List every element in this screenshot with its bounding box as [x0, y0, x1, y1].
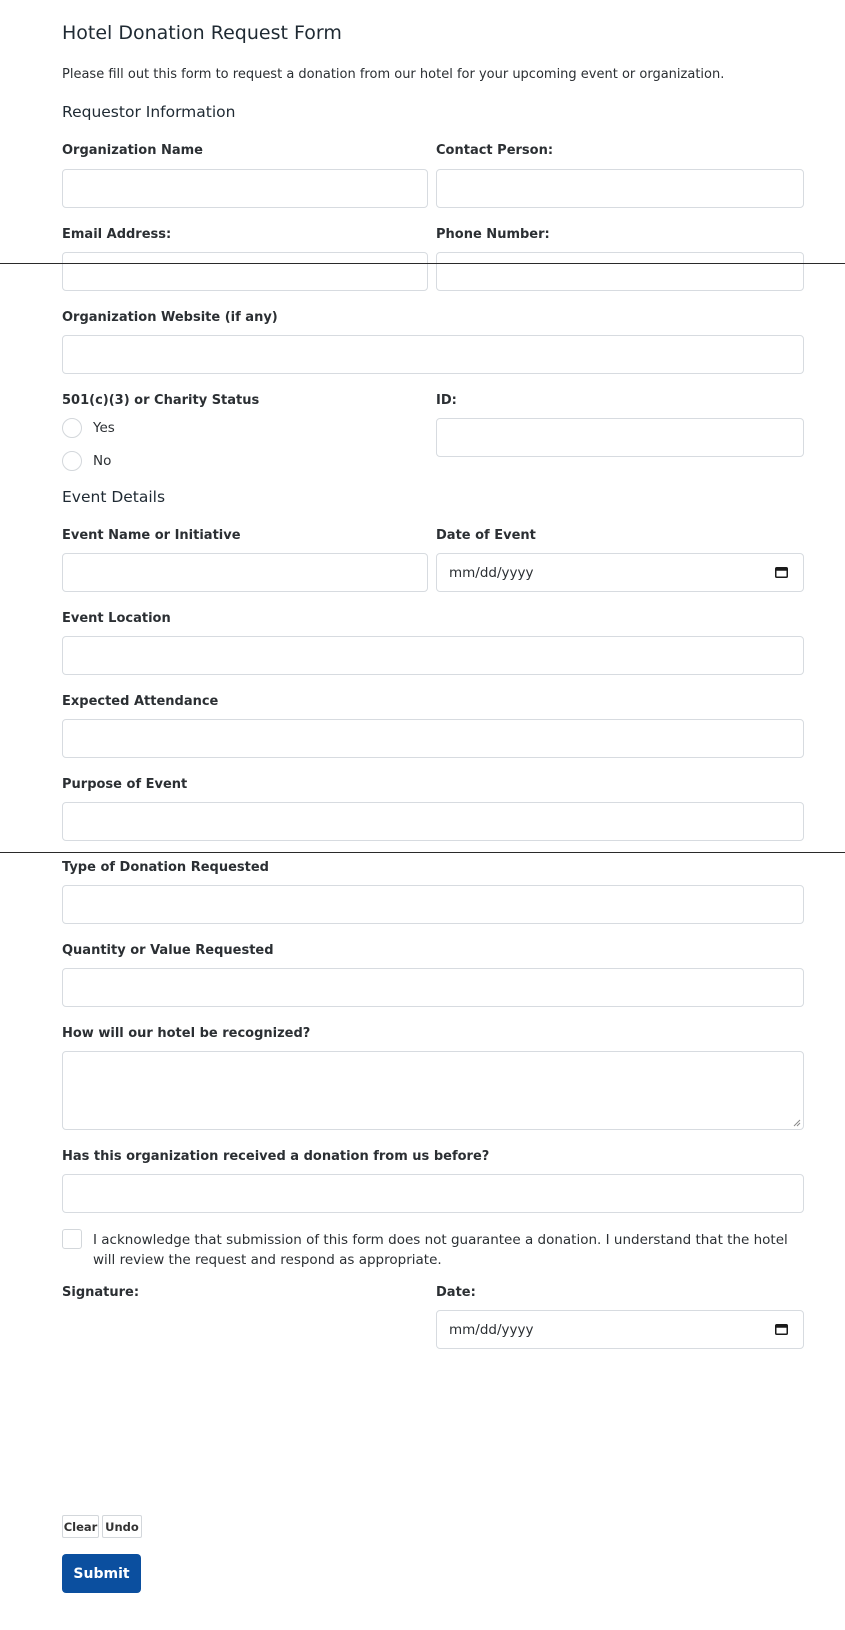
- event-name-label: Event Name or Initiative: [62, 528, 241, 543]
- email-input[interactable]: [62, 252, 428, 291]
- section-heading-event: Event Details: [62, 488, 166, 506]
- event-date-placeholder: mm/dd/yyyy: [449, 565, 534, 581]
- purpose-input[interactable]: [62, 802, 804, 841]
- divider-line: [0, 263, 845, 264]
- resize-grip-icon[interactable]: [793, 1119, 801, 1127]
- website-label: Organization Website (if any): [62, 310, 278, 325]
- prior-donation-input[interactable]: [62, 1174, 804, 1213]
- org-name-input[interactable]: [62, 169, 428, 208]
- contact-person-label: Contact Person:: [436, 143, 554, 158]
- purpose-label: Purpose of Event: [62, 777, 188, 792]
- acknowledge-text: I acknowledge that submission of this form does not guarantee a donation. I understand that the hotel will review the request and respond as appropriate.: [93, 1232, 788, 1268]
- divider-line: [0, 852, 845, 853]
- org-name-label: Organization Name: [62, 143, 203, 158]
- prior-donation-label: Has this organization received a donation from us before?: [62, 1149, 490, 1164]
- signature-date-placeholder: mm/dd/yyyy: [449, 1322, 534, 1338]
- email-label: Email Address:: [62, 227, 172, 242]
- form-title: Hotel Donation Request Form: [62, 22, 342, 44]
- quantity-label: Quantity or Value Requested: [62, 943, 274, 958]
- attendance-label: Expected Attendance: [62, 694, 219, 709]
- acknowledge-checkbox[interactable]: [62, 1229, 82, 1249]
- signature-pad[interactable]: [62, 1355, 428, 1505]
- phone-input[interactable]: [436, 252, 804, 291]
- signature-date-label: Date:: [436, 1285, 476, 1300]
- quantity-input[interactable]: [62, 968, 804, 1007]
- id-input[interactable]: [436, 418, 804, 457]
- donation-type-input[interactable]: [62, 885, 804, 924]
- donation-type-label: Type of Donation Requested: [62, 860, 269, 875]
- charity-no-label[interactable]: No: [93, 453, 112, 469]
- event-location-label: Event Location: [62, 611, 171, 626]
- contact-person-input[interactable]: [436, 169, 804, 208]
- signature-label: Signature:: [62, 1285, 140, 1300]
- event-date-label: Date of Event: [436, 528, 536, 543]
- recognition-textarea[interactable]: [62, 1051, 804, 1130]
- charity-yes-radio[interactable]: [62, 418, 82, 438]
- calendar-icon[interactable]: [775, 566, 788, 578]
- charity-no-radio[interactable]: [62, 451, 82, 471]
- submit-button[interactable]: Submit: [62, 1554, 141, 1593]
- section-heading-requestor: Requestor Information: [62, 103, 236, 121]
- signature-date-input[interactable]: [436, 1310, 804, 1349]
- event-date-input[interactable]: [436, 553, 804, 592]
- website-input[interactable]: [62, 335, 804, 374]
- id-label: ID:: [436, 393, 457, 408]
- recognition-label: How will our hotel be recognized?: [62, 1026, 311, 1041]
- clear-signature-button[interactable]: Clear: [62, 1515, 99, 1538]
- event-location-input[interactable]: [62, 636, 804, 675]
- attendance-input[interactable]: [62, 719, 804, 758]
- charity-status-label: 501(c)(3) or Charity Status: [62, 393, 260, 408]
- phone-label: Phone Number:: [436, 227, 550, 242]
- undo-signature-button[interactable]: Undo: [102, 1515, 142, 1538]
- form-intro: Please fill out this form to request a donation from our hotel for your upcoming event or organization.: [62, 67, 725, 82]
- charity-yes-label[interactable]: Yes: [93, 420, 115, 436]
- event-name-input[interactable]: [62, 553, 428, 592]
- calendar-icon[interactable]: [775, 1323, 788, 1335]
